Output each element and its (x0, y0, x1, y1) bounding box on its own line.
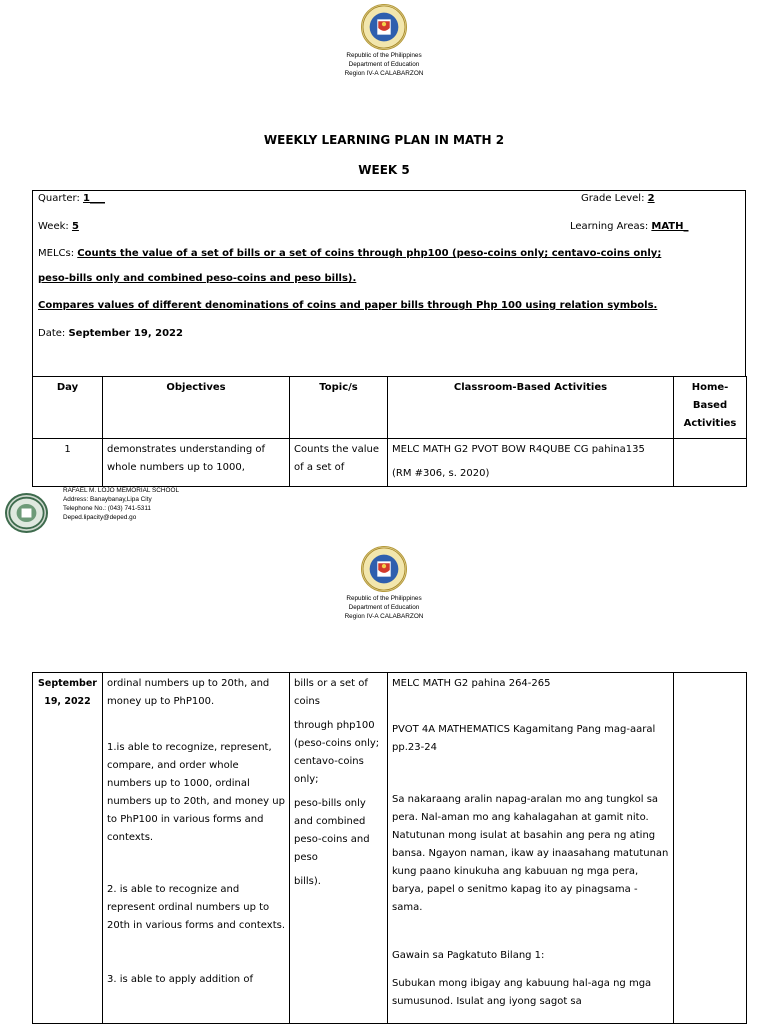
date-value: September 19, 2022 (68, 328, 183, 339)
document-title: WEEKLY LEARNING PLAN IN MATH 2 (263, 133, 505, 147)
objective-continued: ordinal numbers up to 20th, and money up to PhP100. (107, 678, 270, 707)
day-cell: September 19, 2022 (33, 673, 103, 1024)
deped-seal-logo-page2 (361, 546, 407, 592)
school-address: Address: Banaybanay,Lipa City (63, 496, 152, 503)
objective-2: 2. is able to recognize and represent ordinal numbers up to 20th in various forms and contexts. (107, 884, 286, 931)
activity-introduction: Sa nakaraang aralin napag-aralan mo ang tungkol sa pera. Nal-aman mo ang kahalagahan at gamit nito. Natutunan mong isulat at basahin ang pera ng ating bansa. Ngayon naman, ikaw ay inaasahang matutunan kung paano kinukuha ang kabuuan ng mga pera, barya, papel o senitmo kapag ito ay pinagsama - sama. (392, 794, 669, 913)
week-label: Week: (38, 221, 72, 232)
learning-areas-label: Learning Areas: (570, 221, 652, 232)
grade-level-value: 2 (647, 193, 655, 204)
deped-seal-logo (361, 4, 407, 50)
learning-areas-value: MATH_ (651, 221, 689, 232)
school-name: RAFAEL M. LOJO MEMORIAL SCHOOL (63, 487, 180, 494)
plan-table-page1 (32, 376, 747, 487)
school-email: Deped.lipacity@deped.go (63, 514, 137, 521)
objectives-cell (103, 673, 290, 1024)
activity-gawain-title: Gawain sa Pagkatuto Bilang 1: (392, 950, 545, 961)
plan-table-page2 (32, 672, 747, 1024)
melcs-label: MELCs: (38, 248, 78, 259)
learning-areas-line (570, 221, 688, 232)
header-topics: Topic/s (290, 377, 388, 439)
activity-melc: MELC MATH G2 PVOT BOW R4QUBE CG pahina135 (392, 444, 645, 455)
activity-melc-pahina: MELC MATH G2 pahina 264-265 (392, 678, 551, 689)
header-classroom-activities: Classroom-Based Activities (388, 377, 674, 439)
header-home-activities: Home-Based Activities (674, 377, 747, 439)
week-line (38, 221, 79, 232)
gov-line-region-p2: Region IV-A CALABARZON (344, 613, 424, 620)
objective-1: 1.is able to recognize, represent, compare, and order whole numbers up to 1000, ordinal numbers up to 20th, and money up to PhP100 in various forms and contexts. (107, 742, 285, 843)
melcs-line-3 (38, 300, 657, 311)
header-day: Day (33, 377, 103, 439)
grade-level-line (581, 193, 655, 204)
objective-cell: demonstrates understanding of whole numbers up to 1000, (103, 439, 290, 487)
topics-cell (290, 673, 388, 1024)
home-activity-cell (674, 673, 747, 1024)
school-logo (5, 493, 48, 533)
topic-peso-bills: peso-bills only and combined peso-coins and peso (294, 798, 370, 863)
date-label: Date: (38, 328, 69, 339)
gov-line-republic-p2: Republic of the Philippines (346, 595, 422, 602)
activity-cell (388, 439, 674, 487)
day-cell: 1 (33, 439, 103, 487)
melcs-text-3: Compares values of different denominations of coins and paper bills through Php 100 using relation symbols. (38, 300, 658, 311)
topic-continued: bills or a set of coins (294, 678, 368, 707)
gov-line-department: Department of Education (348, 61, 420, 68)
gov-line-republic: Republic of the Philippines (346, 52, 422, 59)
quarter-label: Quarter: (38, 193, 84, 204)
table-header-row (33, 377, 747, 439)
melcs-line-1 (38, 248, 661, 259)
activities-cell (388, 673, 674, 1024)
home-activity-cell (674, 439, 747, 487)
topic-cell: Counts the value of a set of (290, 439, 388, 487)
school-phone: Telephone No.: (043) 741-5311 (63, 505, 151, 512)
week-value: 5 (71, 221, 79, 232)
activity-pvot: PVOT 4A MATHEMATICS Kagamitang Pang mag-aaral pp.23-24 (392, 724, 656, 753)
melcs-line-2 (38, 273, 356, 284)
melcs-text-2: peso-bills only and combined peso-coins and peso bills). (38, 273, 357, 284)
melcs-text-1: Counts the value of a set of bills or a set of coins through php100 (peso-coins only; centavo-coins only; (77, 248, 662, 259)
week-title: WEEK 5 (358, 163, 410, 177)
objective-3: 3. is able to apply addition of (107, 974, 253, 985)
gov-line-department-p2: Department of Education (348, 604, 420, 611)
info-box (32, 190, 746, 376)
table-row (33, 673, 747, 1024)
gov-line-region: Region IV-A CALABARZON (344, 70, 424, 77)
activity-rm: (RM #306, s. 2020) (392, 468, 490, 479)
grade-level-label: Grade Level: (581, 193, 648, 204)
quarter-line (38, 193, 105, 204)
activity-gawain-instructions: Subukan mong ibigay ang kabuung hal-aga ng mga sumusunod. Isulat ang iyong sagot sa (392, 978, 652, 1007)
topic-bills-end: bills). (294, 876, 321, 887)
table-row (33, 439, 747, 487)
quarter-value: 1___ (83, 193, 105, 204)
header-objectives: Objectives (103, 377, 290, 439)
school-info (63, 486, 179, 522)
topic-php100: through php100 (peso-coins only; centavo-coins only; (294, 720, 380, 785)
date-line (38, 328, 183, 339)
